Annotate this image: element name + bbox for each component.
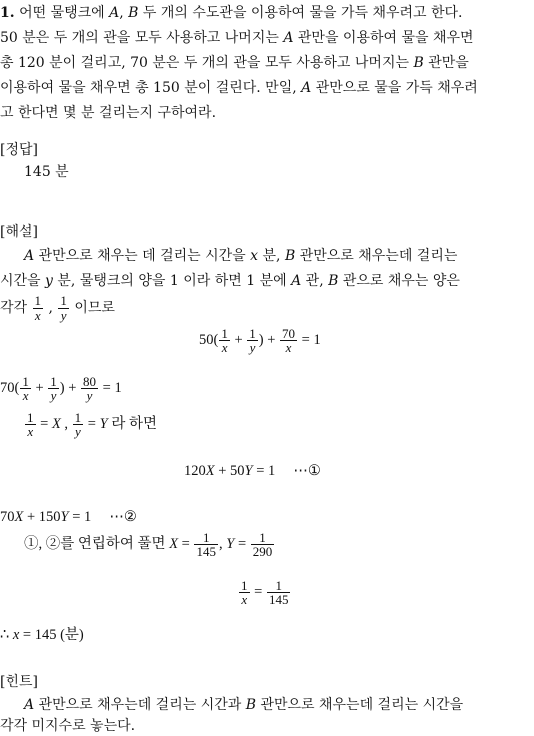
explanation-heading: [해설] (0, 224, 38, 240)
problem-number: 1. (0, 5, 15, 21)
substitution-line: $\frac{1}{x}$ = X , $\frac{1}{y}$ = Y 라 하면 (27, 409, 157, 440)
problem-line-5: 고 한다면 몇 분 걸리는지 구하여라. (0, 105, 217, 121)
hint-line-1: A 관만으로 채우는데 걸리는 시간과 B 관만으로 채우는데 걸리는 시간을 (24, 697, 464, 713)
conclusion: ∴ x = 145 (분) (0, 627, 84, 643)
explanation-line-2: 시간을 y 분, 물탱크의 양을 1 이라 하면 1 분에 A 관, B 관으로 채우는 양은 (0, 273, 460, 289)
solve-line: ①, ②를 연립하여 풀면 X = $\frac{1}{145}$ , Y = $\frac{1}{290}$ (24, 529, 273, 560)
problem-line-3: 총 120 분이 걸리고, 70 분은 두 개의 관을 모두 사용하고 나머지는 B 관만을 (0, 55, 469, 71)
equation-1: 50( $\frac{1}{x}$ + $\frac{1}{y}$ ) + $\frac{70}{x}$ = 1 (199, 325, 321, 356)
explanation-line-1: A 관만으로 채우는 데 걸리는 시간을 x 분, B 관만으로 채우는데 걸리는 (24, 248, 458, 264)
explanation-line-3: 각각 $\frac{1}{x}$ , $\frac{1}{y}$ 이므로 (0, 292, 115, 323)
equation-5: $\frac{1}{x}$ = $\frac{1}{145}$ (241, 577, 289, 608)
problem-line-1: 1. 어떤 물탱크에 A, B 두 개의 수도관을 이용하여 물을 가득 채우려고 한다. (0, 5, 463, 21)
problem-line-4: 이용하여 물을 채우면 총 150 분이 걸린다. 만일, A 관만으로 물을 가득 채우려 (0, 80, 478, 96)
answer-heading: [정답] (0, 142, 38, 158)
equation-3: 120X + 50Y = 1 ⋯① (184, 463, 321, 479)
hint-line-2: 각각 미지수로 놓는다. (0, 718, 136, 734)
equation-4: 70X + 150Y = 1 ⋯② (0, 509, 137, 525)
problem-line-2: 50 분은 두 개의 관을 모두 사용하고 나머지는 A 관만을 이용하여 물을 채우면 (0, 30, 474, 46)
answer-value: 145 분 (24, 164, 69, 180)
equation-2: 70( $\frac{1}{x}$ + $\frac{1}{y}$ ) + $\frac{80}{y}$ = 1 (0, 373, 122, 404)
hint-heading: [힌트] (0, 674, 38, 690)
